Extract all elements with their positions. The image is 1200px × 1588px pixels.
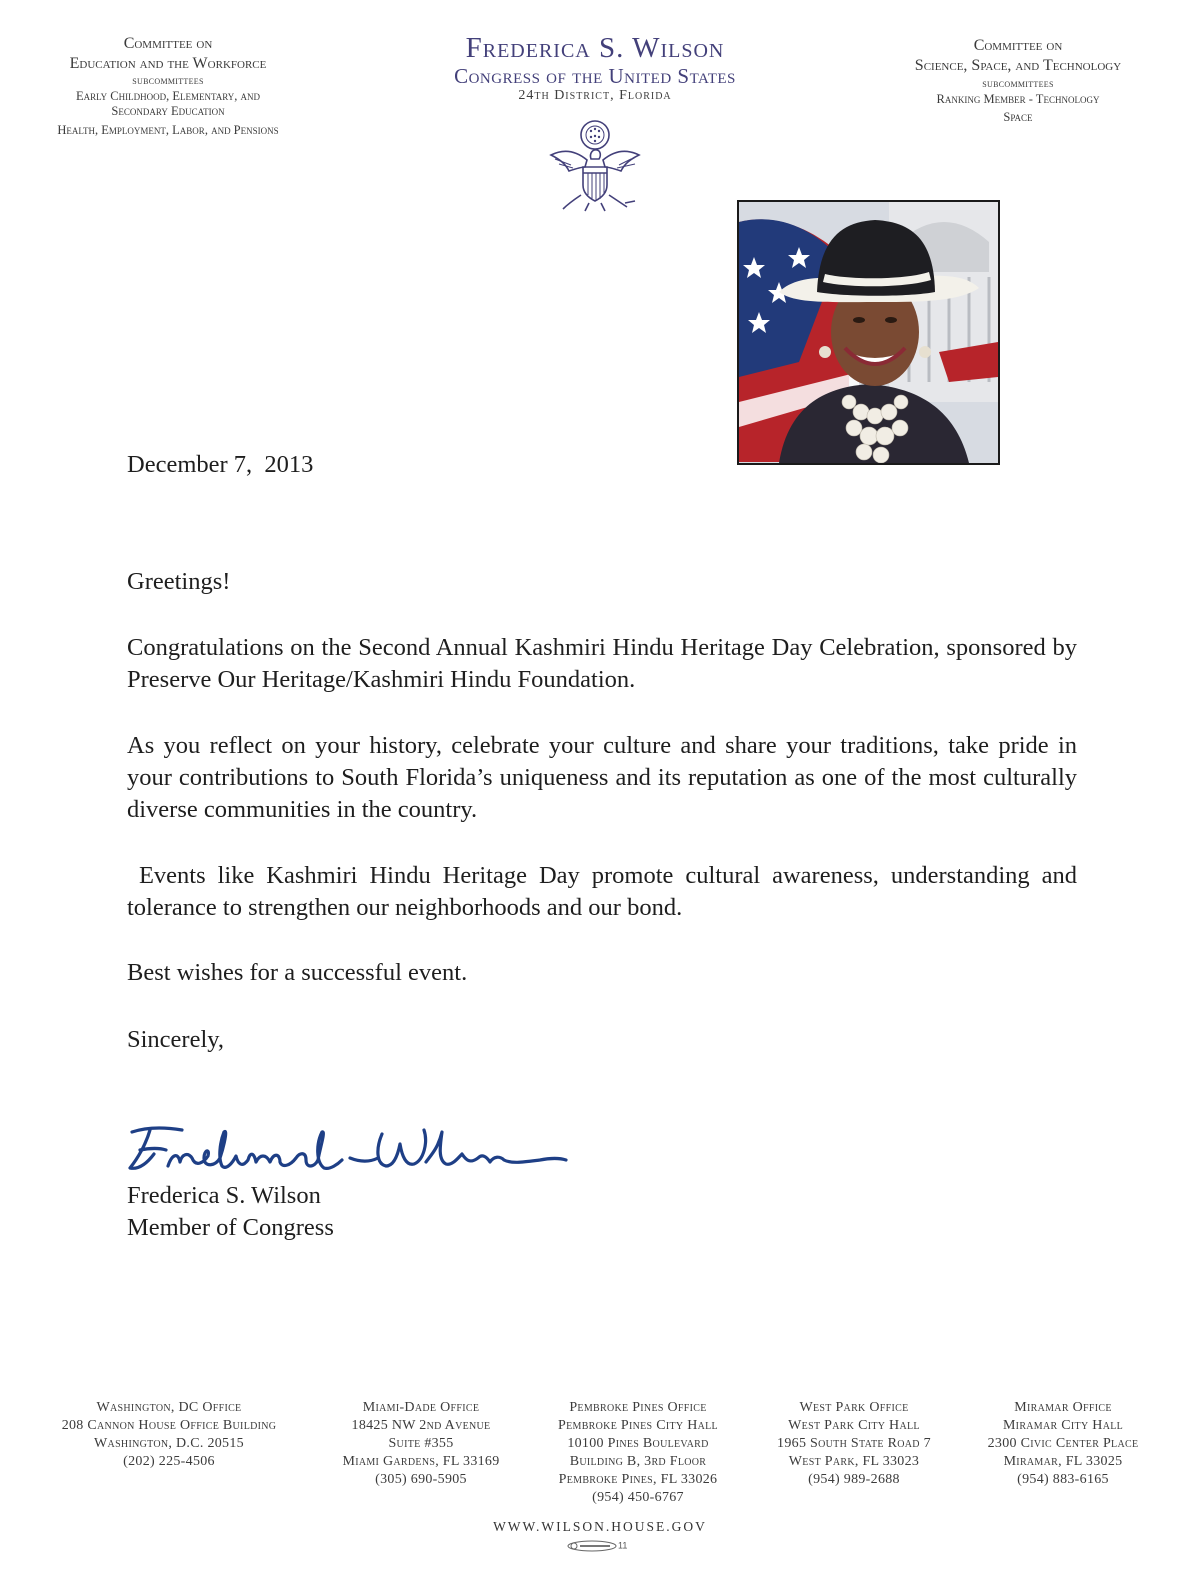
right-committee-line1: Committee on bbox=[973, 37, 1063, 54]
office-name: Pembroke Pines Office bbox=[569, 1400, 707, 1415]
office-miami-dade bbox=[318, 1399, 524, 1489]
office-phone: (954) 989-2688 bbox=[808, 1472, 900, 1487]
office-address-line: Miramar City Hall bbox=[1002, 1418, 1124, 1433]
office-address-line: Miami Gardens, FL 33169 bbox=[342, 1454, 500, 1469]
letter-closing: Sincerely, bbox=[127, 1026, 225, 1053]
office-west-park bbox=[754, 1399, 954, 1489]
signer-name: Frederica S. Wilson bbox=[127, 1182, 321, 1209]
office-address-line: 208 Cannon House Office Building bbox=[61, 1418, 277, 1433]
letter-greeting: Greetings! bbox=[127, 568, 231, 595]
office-address-line: West Park City Hall bbox=[788, 1418, 920, 1433]
letter-paragraph: As you reflect on your history, celebrate your culture and share your traditions, take pride in your contributions to South Florida’s uniqueness and its reputation as one of the most culturally diverse communities in the country. bbox=[127, 732, 1077, 823]
left-committee-line1: Committee on bbox=[123, 35, 213, 52]
office-address-line: 1965 South State Road 7 bbox=[777, 1436, 931, 1451]
office-phone: (202) 225-4506 bbox=[123, 1454, 215, 1469]
letter-date: December 7, 2013 bbox=[127, 451, 314, 478]
office-address-line: 2300 Civic Center Place bbox=[987, 1436, 1139, 1451]
letter-paragraph: Best wishes for a successful event. bbox=[127, 959, 468, 986]
office-address-line: 18425 NW 2nd Avenue bbox=[351, 1418, 491, 1433]
left-subcommittee-item: Secondary Education bbox=[111, 104, 225, 119]
left-subcommittees-label: subcommittees bbox=[132, 75, 204, 87]
signer-title: Member of Congress bbox=[127, 1214, 334, 1241]
office-phone: (305) 690-5905 bbox=[375, 1472, 467, 1487]
left-committee-line2: Education and the Workforce bbox=[69, 55, 267, 72]
congress-label: Congress of the United States bbox=[454, 63, 736, 88]
congresswoman-name: Frederica S. Wilson bbox=[465, 32, 725, 64]
letter-paragraph: Congratulations on the Second Annual Kashmiri Hindu Heritage Day Celebration, sponsored by Preserve Our Heritage/Kashmiri Hindu Foundation. bbox=[127, 634, 1077, 693]
eagle-seal-icon bbox=[545, 115, 645, 215]
office-name: Miramar Office bbox=[1014, 1400, 1112, 1415]
office-address-line: Miramar, FL 33025 bbox=[1003, 1454, 1123, 1469]
left-subcommittee-item: Early Childhood, Elementary, and bbox=[75, 88, 261, 103]
office-address-line: West Park, FL 33023 bbox=[788, 1454, 920, 1469]
letter-paragraph: Events like Kashmiri Hindu Heritage Day promote cultural awareness, understanding and tolerance to strengthen our neighborhoods and our bond. bbox=[127, 862, 1084, 921]
office-address-line: Pembroke Pines, FL 33026 bbox=[558, 1472, 718, 1487]
office-address-line: Suite #355 bbox=[388, 1436, 454, 1451]
office-address-line: Washington, D.C. 20515 bbox=[94, 1436, 244, 1451]
office-phone: (954) 883-6165 bbox=[1017, 1472, 1109, 1487]
print-union-mark bbox=[566, 1540, 636, 1554]
office-address-line: Pembroke Pines City Hall bbox=[558, 1418, 718, 1433]
handwritten-signature bbox=[120, 1118, 570, 1183]
right-subcommittees-label: subcommittees bbox=[982, 78, 1054, 90]
office-miramar bbox=[962, 1399, 1164, 1489]
office-name: West Park Office bbox=[799, 1400, 909, 1415]
website-link[interactable]: WWW.WILSON.HOUSE.GOV bbox=[493, 1519, 707, 1534]
print-mark-number: 11 bbox=[618, 1540, 628, 1551]
office-address-line: 10100 Pines Boulevard bbox=[567, 1436, 709, 1451]
right-subcommittee-item: Ranking Member - Technology bbox=[936, 91, 1100, 106]
left-subcommittee-item: Health, Employment, Labor, and Pensions bbox=[57, 123, 279, 137]
district-label: 24th District, Florida bbox=[518, 87, 672, 103]
office-washington-dc bbox=[28, 1399, 310, 1471]
office-pembroke-pines bbox=[532, 1399, 744, 1507]
left-committee-block bbox=[30, 34, 306, 139]
office-name: Washington, DC Office bbox=[96, 1400, 242, 1415]
office-name: Miami-Dade Office bbox=[362, 1400, 480, 1415]
right-subcommittee-item: Space bbox=[1003, 110, 1033, 125]
right-committee-line2: Science, Space, and Technology bbox=[914, 57, 1122, 74]
right-committee-block bbox=[868, 36, 1168, 126]
portrait-photo bbox=[737, 200, 1000, 465]
office-address-line: Building B, 3rd Floor bbox=[569, 1454, 707, 1469]
office-phone: (954) 450-6767 bbox=[592, 1490, 684, 1505]
letterhead-center bbox=[380, 33, 810, 104]
